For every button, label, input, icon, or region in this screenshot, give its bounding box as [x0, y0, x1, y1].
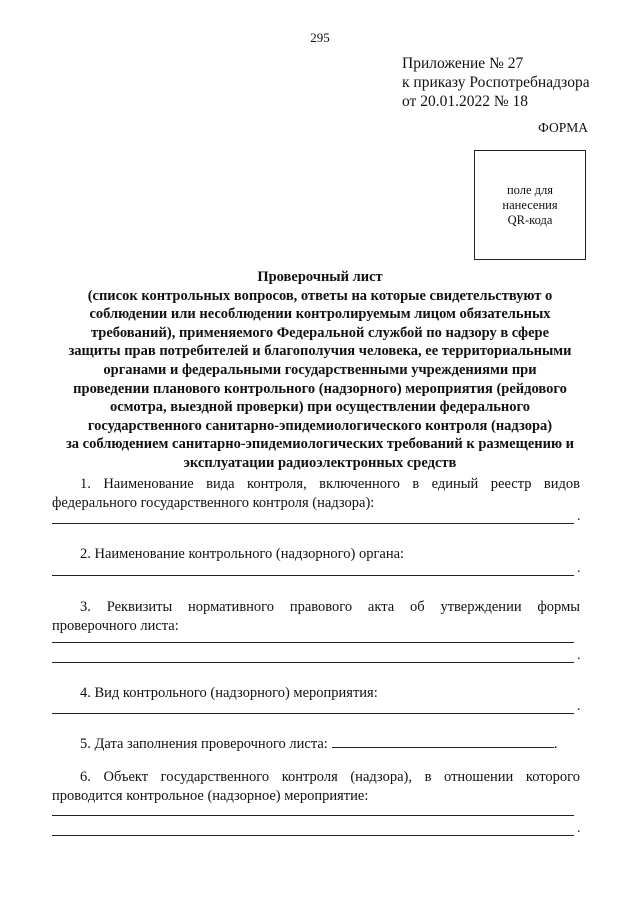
title-line: органами и федеральными государственными учреждениями при: [103, 361, 537, 378]
item-4-fill-line[interactable]: [52, 713, 574, 714]
qr-label-line-2: нанесения: [502, 197, 558, 212]
item-6-label-line-2: проводится контрольное (надзорное) мероприятие:: [52, 788, 369, 804]
appendix-line-3: от 20.01.2022 № 18: [402, 93, 528, 110]
item-4-line-end: .: [577, 699, 581, 714]
item-6-line-end: .: [577, 821, 581, 836]
item-5-label: 5. Дата заполнения проверочного листа:: [80, 736, 328, 752]
item-5-fill-line[interactable]: [332, 735, 554, 748]
item-3-fill-line-2[interactable]: [52, 662, 574, 663]
item-1-line-end: .: [577, 509, 581, 524]
page-number: 295: [310, 30, 330, 45]
title-line: соблюдении или несоблюдении контролируемым лицом обязательных: [89, 306, 551, 323]
title-line: проведении планового контрольного (надзорного) мероприятия (рейдового: [73, 380, 567, 397]
title-heading: Проверочный лист: [257, 269, 383, 285]
appendix-line-2: к приказу Роспотребнадзора: [402, 74, 590, 91]
item-6-fill-line-2[interactable]: [52, 835, 574, 836]
qr-label-line-1: поле для: [506, 182, 554, 197]
item-3-label-line-1: 3. Реквизиты нормативного правового акта об утверждении формы: [80, 599, 580, 615]
qr-code-placeholder: [474, 150, 586, 260]
item-1-label-line-2: федерального государственного контроля (надзора):: [52, 495, 375, 511]
item-5-line-end: .: [553, 736, 558, 752]
item-6-label-line-1: 6. Объект государственного контроля (надзора), в отношении которого: [80, 769, 580, 785]
title-line: эксплуатации радиоэлектронных средств: [183, 454, 457, 471]
item-1-fill-line[interactable]: [52, 523, 574, 524]
appendix-header: [402, 54, 590, 111]
title-line: защиты прав потребителей и благополучия человека, ее территориальными: [68, 343, 572, 360]
form-label: ФОРМА: [538, 120, 588, 135]
item-5-row: [52, 735, 580, 753]
item-6-fill-line-1[interactable]: [52, 815, 574, 816]
qr-label-line-3: QR-кода: [507, 212, 553, 227]
appendix-line-1: Приложение № 27: [402, 55, 524, 72]
item-2-line-end: .: [577, 561, 581, 576]
title-line: за соблюдением санитарно-эпидемиологических требований к размещению и: [65, 436, 575, 453]
title-line: (список контрольных вопросов, ответы на которые свидетельствуют о: [87, 287, 553, 304]
item-1-label-line-1: 1. Наименование вида контроля, включенного в единый реестр видов: [80, 476, 580, 492]
item-3-line-end: .: [577, 648, 581, 663]
item-2-fill-line[interactable]: [52, 575, 574, 576]
title-line: государственного санитарно-эпидемиологического контроля (надзора): [87, 417, 553, 434]
item-2-label: 2. Наименование контрольного (надзорного) органа:: [80, 546, 405, 562]
item-3-label-line-2: проверочного листа:: [52, 618, 179, 634]
title-line: осмотра, выездной проверки) при осуществлении федерального: [110, 399, 530, 416]
item-4-label: 4. Вид контрольного (надзорного) мероприятия:: [80, 685, 378, 701]
checklist-title: [42, 268, 598, 473]
item-3-fill-line-1[interactable]: [52, 642, 574, 643]
title-line: требований), применяемого Федеральной службой по надзору в сфере: [90, 324, 550, 341]
